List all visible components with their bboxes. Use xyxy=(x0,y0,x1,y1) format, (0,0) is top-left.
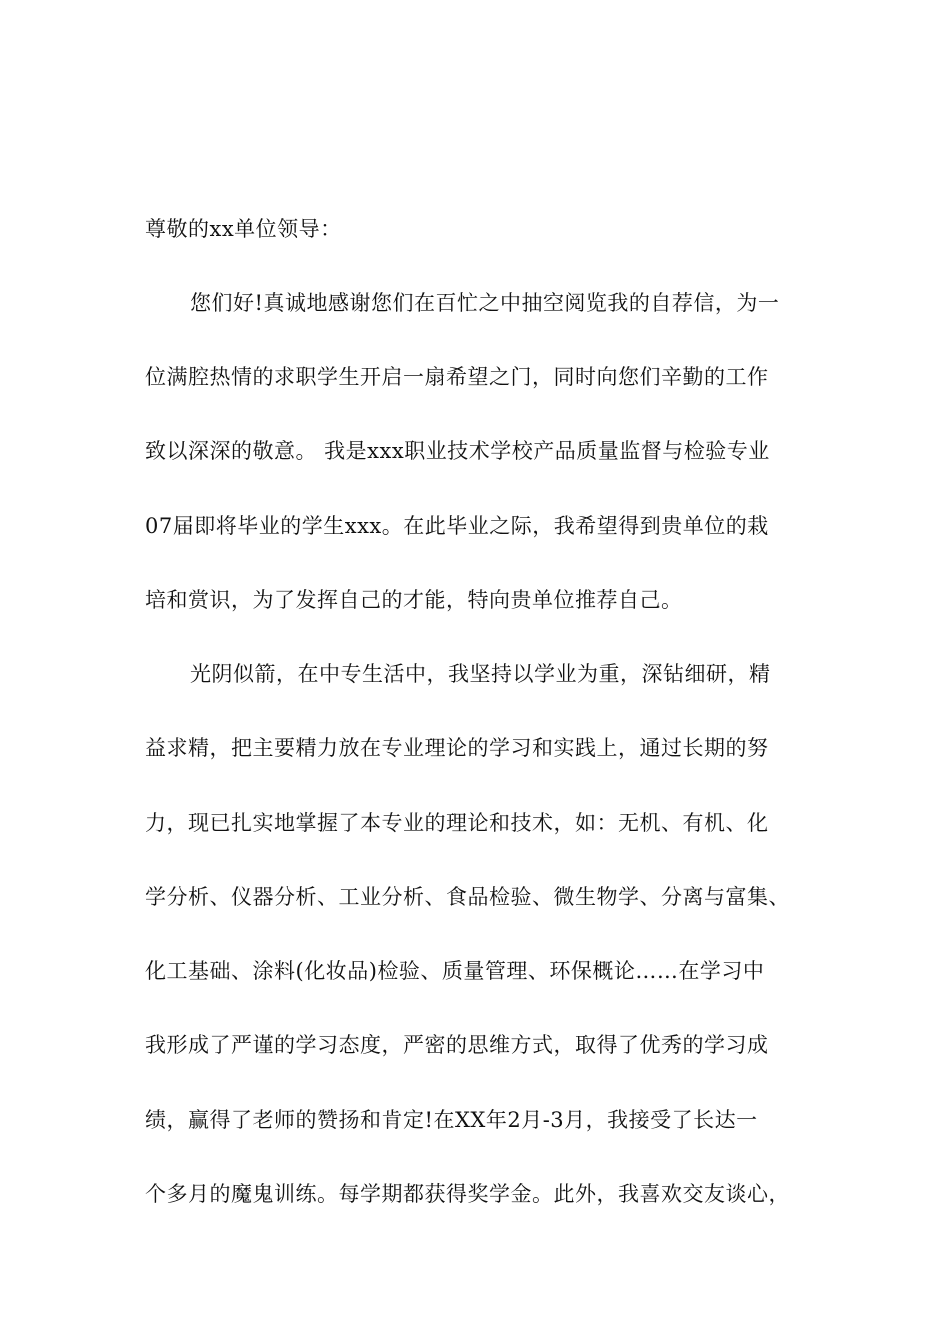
paragraph-2-line-8: 个多月的魔鬼训练。每学期都获得奖学金。此外，我喜欢交友谈心， xyxy=(145,1182,790,1206)
paragraph-2-line-1: 光阴似箭，在中专生活中，我坚持以学业为重，深钻细研，精 xyxy=(190,662,771,686)
paragraph-2-line-2: 益求精，把主要精力放在专业理论的学习和实践上，通过长期的努 xyxy=(145,736,769,760)
paragraph-1-line-4: 07届即将毕业的学生xxx。在此毕业之际，我希望得到贵单位的栽 xyxy=(145,514,769,538)
paragraph-1-line-3: 致以深深的敬意。 我是xxx职业技术学校产品质量监督与检验专业 xyxy=(145,439,770,463)
paragraph-1-line-2: 位满腔热情的求职学生开启一扇希望之门，同时向您们辛勤的工作 xyxy=(145,365,769,389)
paragraph-1-line-5: 培和赏识，为了发挥自己的才能，特向贵单位推荐自己。 xyxy=(145,588,683,612)
paragraph-2-line-3: 力，现已扎实地掌握了本专业的理论和技术，如：无机、有机、化 xyxy=(145,811,769,835)
paragraph-2-line-5: 化工基础、涂料(化妆品)检验、质量管理、环保概论……在学习中 xyxy=(145,959,765,983)
paragraph-1-line-1: 您们好!真诚地感谢您们在百忙之中抽空阅览我的自荐信，为一 xyxy=(190,291,780,315)
salutation: 尊敬的xx单位领导： xyxy=(145,217,342,241)
paragraph-2-line-6: 我形成了严谨的学习态度，严密的思维方式，取得了优秀的学习成 xyxy=(145,1033,769,1057)
paragraph-2-line-7: 绩，赢得了老师的赞扬和肯定!在XX年2月-3月，我接受了长达一 xyxy=(145,1108,758,1132)
paragraph-2-line-4: 学分析、仪器分析、工业分析、食品检验、微生物学、分离与富集、 xyxy=(145,885,790,909)
